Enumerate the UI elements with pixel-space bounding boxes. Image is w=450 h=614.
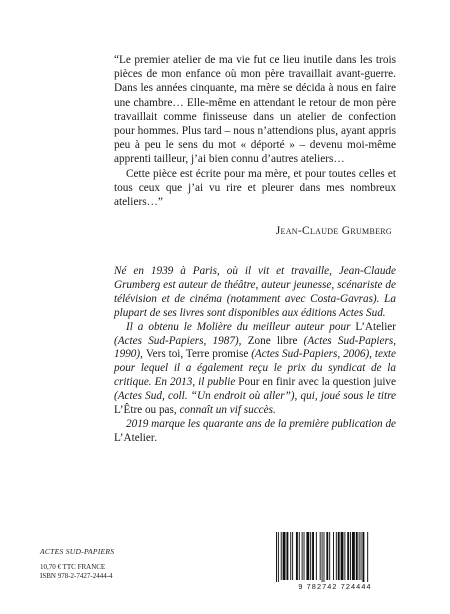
- book-title: Zone libre: [247, 334, 298, 347]
- bio-paragraph-3: [114, 418, 396, 446]
- barcode-bar: [302, 532, 303, 580]
- quote-paragraph-2: Cette pièce est écrite pour ma mère, et pour toutes celles et tous ceux que j’ai vu rire et pleurer dans mes nombreux ateliers…”: [114, 167, 396, 209]
- book-title: L’Atelier: [114, 431, 155, 444]
- barcode-bar: [341, 532, 344, 580]
- back-cover-quote: [114, 53, 396, 209]
- bio-paragraph-1: Né en 1939 à Paris, où il vit et travaille, Jean-Claude Grumberg est auteur de théâtre, auteur jeunesse, scénariste de télévision et de cinéma (notamment avec Costa-Gavras). La plupart de ses livres sont disponibles aux éditions Actes Sud.: [114, 265, 396, 319]
- barcode-bar: [296, 532, 298, 580]
- barcode-bar: [304, 532, 305, 580]
- isbn: ISBN 978-2-7427-2444-4: [40, 572, 113, 581]
- book-title: L’Être ou pas: [114, 404, 174, 417]
- barcode-bar: [362, 532, 364, 584]
- barcode-digits: 9 782742 724444: [270, 582, 400, 591]
- barcode-bar: [290, 532, 291, 580]
- bio-text: (Actes Sud-Papiers, 1990),: [114, 334, 396, 361]
- barcode-bar: [329, 532, 330, 580]
- bio-text: 2019 marque les quarante ans de la première publication de: [126, 417, 397, 430]
- barcode-bar: [356, 532, 358, 580]
- barcode-bar: [367, 532, 368, 584]
- barcode-bar: [338, 532, 340, 580]
- barcode: [270, 532, 400, 594]
- barcode-bar: [333, 532, 334, 580]
- barcode-bar: [322, 532, 323, 584]
- barcode-bar: [312, 532, 314, 580]
- bio-text: .: [154, 431, 158, 444]
- author-biography: [114, 265, 396, 446]
- barcode-bar: [347, 532, 349, 580]
- barcode-bar: [278, 532, 279, 584]
- barcode-bar: [326, 532, 328, 580]
- barcode-bar: [361, 532, 362, 580]
- barcode-bar: [352, 532, 355, 580]
- book-title: Pour en finir avec la question juive: [238, 376, 396, 389]
- bio-text: Il a obtenu le Molière du meilleur auteur pour: [126, 320, 356, 333]
- bio-text: , connaît un vif succès.: [173, 404, 276, 417]
- bio-text: (Actes Sud-Papiers, 1987),: [114, 334, 248, 347]
- barcode-bar: [359, 532, 360, 580]
- barcode-bar: [286, 532, 288, 580]
- barcode-bar: [344, 532, 345, 580]
- price: 10,70 € TTC FRANCE: [40, 563, 106, 572]
- barcode-bar: [324, 532, 325, 584]
- book-title: L’Atelier: [355, 320, 396, 333]
- barcode-bar: [276, 532, 277, 584]
- quote-paragraph-1: “Le premier atelier de ma vie fut ce lieu inutile dans les trois pièces de mon enfance où mon père travaillait avant-guerre. Dans les années cinquante, ma mère se décida à nous en faire une chambre… Elle-même en attendant le retour de mon père travaillait comme finisseuse dans un atelier de confection pour hommes. Plus tard – nous n’attendions plus, ayant appris peu à peu le sens du mot « déporté » – devenu moi-même apprenti tailleur, j’ai bien connu d’autres ateliers…: [114, 54, 396, 166]
- barcode-bar: [292, 532, 293, 580]
- quote-author: Jean-Claude Grumberg: [275, 225, 392, 237]
- barcode-bar: [306, 532, 309, 580]
- barcode-bar: [299, 532, 300, 580]
- publisher-name: ACTES SUD-PAPIERS: [40, 547, 115, 556]
- barcode-bars-icon: [270, 532, 400, 584]
- barcode-bar: [320, 532, 321, 580]
- barcode-bar: [336, 532, 337, 580]
- barcode-bar: [281, 532, 282, 580]
- bio-text: (Actes Sud-Papiers, 2006), texte pour lequel il a également reçu le prix du syndicat de la critique. En 2013, il publie: [114, 348, 396, 389]
- book-title: Vers toi, Terre promise: [145, 348, 249, 361]
- barcode-bar: [350, 532, 351, 580]
- barcode-bar: [283, 532, 286, 580]
- publisher-info: [40, 547, 114, 582]
- barcode-bar: [310, 532, 311, 580]
- bio-text: (Actes Sud, coll. “Un endroit où aller”), qui, joué sous le titre: [114, 390, 396, 403]
- barcode-bar: [316, 532, 317, 580]
- bio-paragraph-2: [114, 321, 396, 418]
